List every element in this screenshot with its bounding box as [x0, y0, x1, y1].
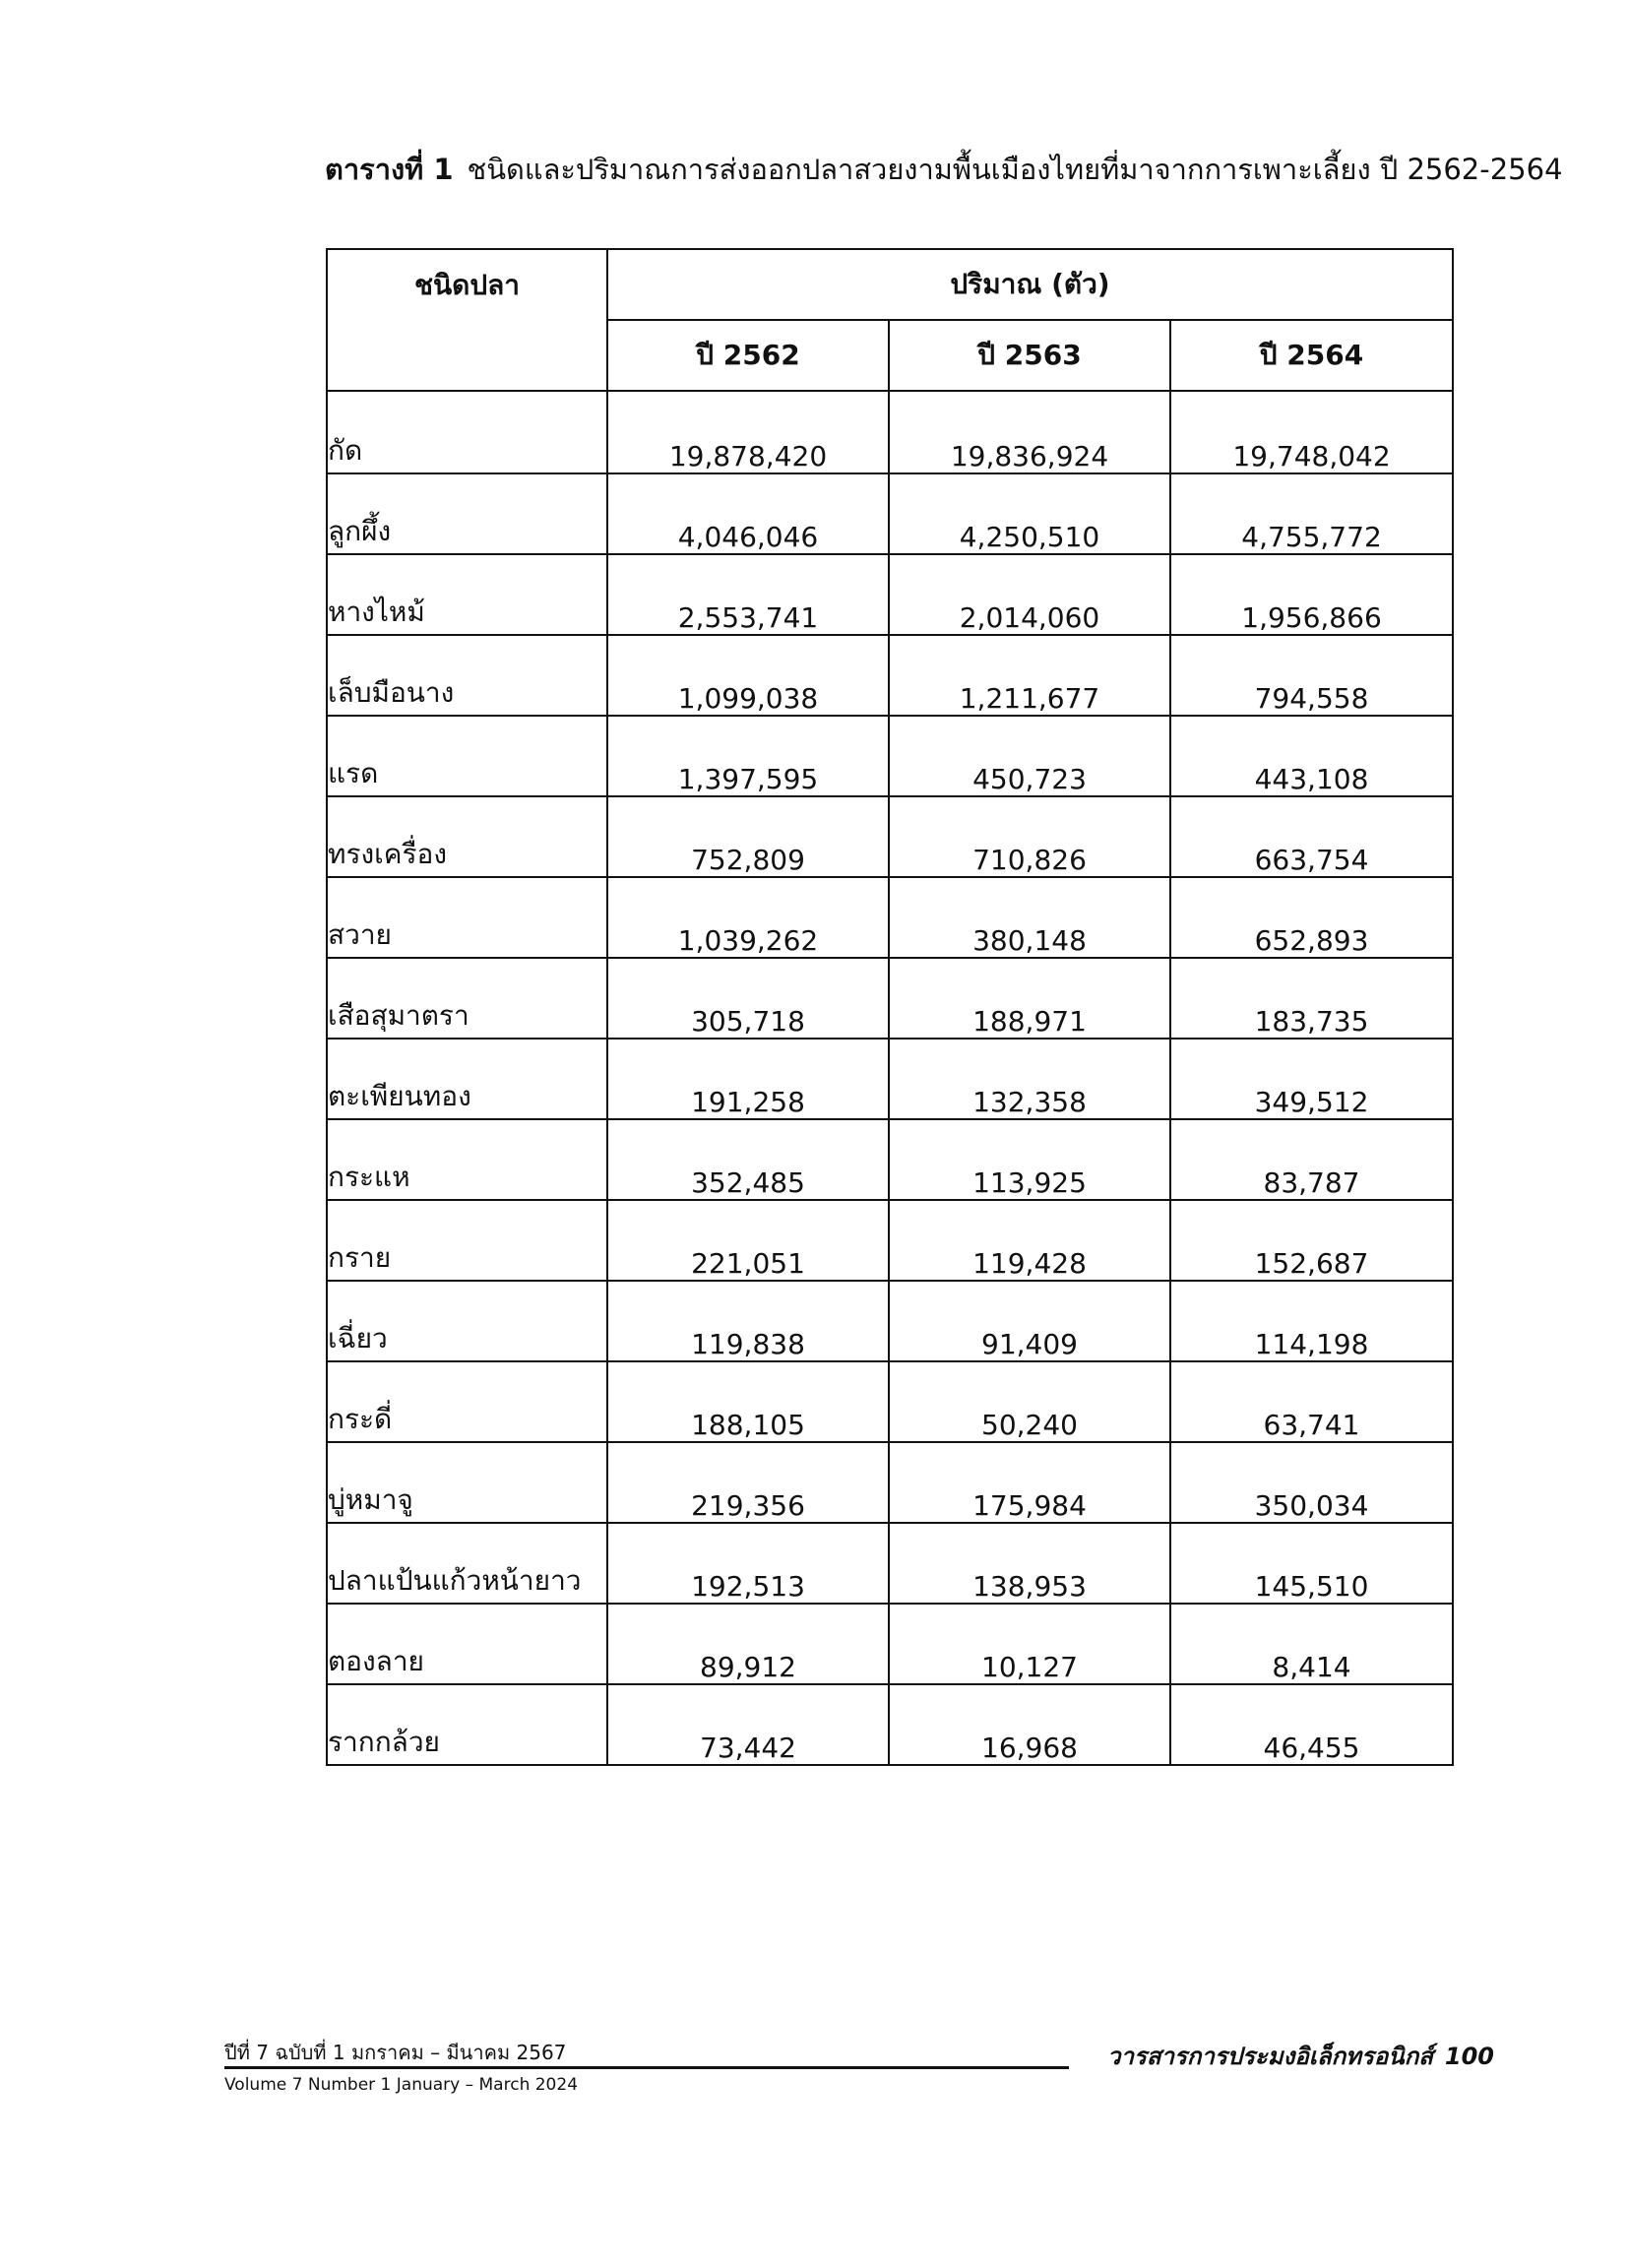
- value-2562-cell: 1,039,262: [607, 877, 889, 958]
- fish-name-cell: กระแห: [327, 1119, 607, 1200]
- fish-name-cell: ตองลาย: [327, 1604, 607, 1684]
- fish-name-cell: ปลาแป้นแก้วหน้ายาว: [327, 1523, 607, 1604]
- value-2563-cell: 119,428: [889, 1200, 1170, 1281]
- value-2562-cell: 752,809: [607, 796, 889, 877]
- value-2564-cell: 350,034: [1170, 1442, 1453, 1523]
- journal-name: วารสารการประมงอิเล็กทรอนิกส์: [1107, 2043, 1433, 2070]
- fish-name-cell: รากกล้วย: [327, 1684, 607, 1765]
- value-2564-cell: 46,455: [1170, 1684, 1453, 1765]
- value-2562-cell: 73,442: [607, 1684, 889, 1765]
- value-2562-cell: 191,258: [607, 1039, 889, 1119]
- value-2564-cell: 443,108: [1170, 716, 1453, 796]
- fish-export-table: [326, 248, 1454, 1766]
- value-2564-cell: 152,687: [1170, 1200, 1453, 1281]
- table-row: [327, 1361, 1453, 1442]
- value-2564-cell: 83,787: [1170, 1119, 1453, 1200]
- value-2563-cell: 450,723: [889, 716, 1170, 796]
- value-2563-cell: 19,836,924: [889, 391, 1170, 473]
- footer-journal: [1107, 2042, 1494, 2071]
- table-row: [327, 877, 1453, 958]
- value-2562-cell: 305,718: [607, 958, 889, 1039]
- header-fish-type: ชนิดปลา: [327, 249, 607, 391]
- value-2562-cell: 352,485: [607, 1119, 889, 1200]
- fish-name-cell: บู่หมาจู: [327, 1442, 607, 1523]
- value-2562-cell: 119,838: [607, 1281, 889, 1361]
- footer-issue-thai: ปีที่ 7 ฉบับที่ 1 มกราคม – มีนาคม 2567: [224, 2041, 567, 2064]
- fish-name-cell: ตะเพียนทอง: [327, 1039, 607, 1119]
- value-2562-cell: 192,513: [607, 1523, 889, 1604]
- table-caption: [325, 150, 1563, 189]
- fish-name-cell: กราย: [327, 1200, 607, 1281]
- table-row: [327, 635, 1453, 716]
- value-2564-cell: 652,893: [1170, 877, 1453, 958]
- value-2564-cell: 114,198: [1170, 1281, 1453, 1361]
- fish-name-cell: สวาย: [327, 877, 607, 958]
- value-2563-cell: 4,250,510: [889, 473, 1170, 554]
- value-2562-cell: 1,397,595: [607, 716, 889, 796]
- value-2563-cell: 1,211,677: [889, 635, 1170, 716]
- caption-label: ตารางที่ 1: [325, 153, 454, 186]
- value-2562-cell: 2,553,741: [607, 554, 889, 635]
- value-2563-cell: 175,984: [889, 1442, 1170, 1523]
- value-2562-cell: 219,356: [607, 1442, 889, 1523]
- value-2564-cell: 8,414: [1170, 1604, 1453, 1684]
- value-2564-cell: 1,956,866: [1170, 554, 1453, 635]
- table-row: [327, 796, 1453, 877]
- header-year-2562: ปี 2562: [607, 320, 889, 391]
- header-year-2564: ปี 2564: [1170, 320, 1453, 391]
- value-2562-cell: 19,878,420: [607, 391, 889, 473]
- table-row: [327, 958, 1453, 1039]
- fish-name-cell: กัด: [327, 391, 607, 473]
- value-2564-cell: 19,748,042: [1170, 391, 1453, 473]
- value-2562-cell: 188,105: [607, 1361, 889, 1442]
- fish-name-cell: หางไหม้: [327, 554, 607, 635]
- table-row: [327, 1684, 1453, 1765]
- table-row: [327, 716, 1453, 796]
- caption-text: ชนิดและปริมาณการส่งออกปลาสวยงามพื้นเมืองไทยที่มาจากการเพาะเลี้ยง ปี 2562-2564: [467, 153, 1563, 186]
- value-2564-cell: 663,754: [1170, 796, 1453, 877]
- fish-name-cell: เฉี่ยว: [327, 1281, 607, 1361]
- value-2562-cell: 4,046,046: [607, 473, 889, 554]
- value-2563-cell: 138,953: [889, 1523, 1170, 1604]
- table-row: [327, 473, 1453, 554]
- page-footer: [224, 2040, 1494, 2109]
- value-2562-cell: 221,051: [607, 1200, 889, 1281]
- value-2563-cell: 91,409: [889, 1281, 1170, 1361]
- value-2564-cell: 63,741: [1170, 1361, 1453, 1442]
- table-row: [327, 554, 1453, 635]
- value-2564-cell: 145,510: [1170, 1523, 1453, 1604]
- table-row: [327, 391, 1453, 473]
- table-row: [327, 1200, 1453, 1281]
- value-2562-cell: 89,912: [607, 1604, 889, 1684]
- value-2563-cell: 50,240: [889, 1361, 1170, 1442]
- footer-rule: [224, 2066, 1069, 2069]
- header-year-2563: ปี 2563: [889, 320, 1170, 391]
- value-2563-cell: 132,358: [889, 1039, 1170, 1119]
- value-2564-cell: 349,512: [1170, 1039, 1453, 1119]
- table-body: [327, 391, 1453, 1765]
- value-2563-cell: 113,925: [889, 1119, 1170, 1200]
- table-row: [327, 1039, 1453, 1119]
- fish-name-cell: ลูกผึ้ง: [327, 473, 607, 554]
- value-2563-cell: 16,968: [889, 1684, 1170, 1765]
- value-2563-cell: 380,148: [889, 877, 1170, 958]
- table-row: [327, 1119, 1453, 1200]
- value-2563-cell: 10,127: [889, 1604, 1170, 1684]
- value-2562-cell: 1,099,038: [607, 635, 889, 716]
- fish-name-cell: แรด: [327, 716, 607, 796]
- value-2563-cell: 188,971: [889, 958, 1170, 1039]
- value-2564-cell: 794,558: [1170, 635, 1453, 716]
- footer-issue-english: Volume 7 Number 1 January – March 2024: [224, 2075, 579, 2095]
- fish-name-cell: เสือสุมาตรา: [327, 958, 607, 1039]
- fish-name-cell: ทรงเครื่อง: [327, 796, 607, 877]
- table-row: [327, 1523, 1453, 1604]
- table-row: [327, 1281, 1453, 1361]
- value-2564-cell: 183,735: [1170, 958, 1453, 1039]
- fish-name-cell: เล็บมือนาง: [327, 635, 607, 716]
- value-2564-cell: 4,755,772: [1170, 473, 1453, 554]
- table-row: [327, 1604, 1453, 1684]
- page-number: 100: [1444, 2043, 1494, 2070]
- fish-name-cell: กระดี่: [327, 1361, 607, 1442]
- value-2563-cell: 710,826: [889, 796, 1170, 877]
- table-row: [327, 1442, 1453, 1523]
- header-quantity: ปริมาณ (ตัว): [607, 249, 1453, 320]
- value-2563-cell: 2,014,060: [889, 554, 1170, 635]
